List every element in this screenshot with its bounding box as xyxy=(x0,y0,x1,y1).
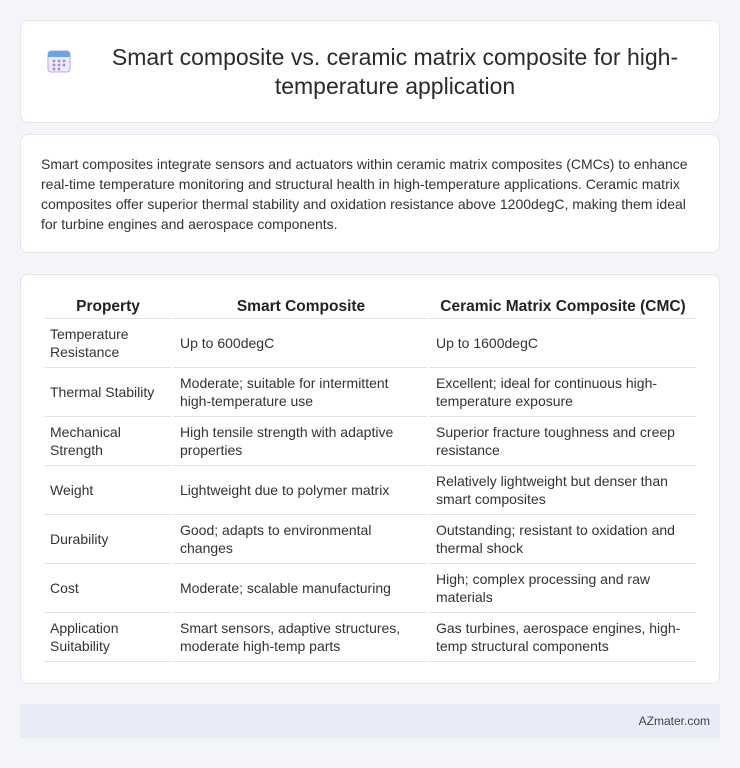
table-header-row xyxy=(44,295,696,319)
table-row xyxy=(44,417,696,466)
cmc-cell: Excellent; ideal for continuous high-temperature exposure xyxy=(430,368,696,417)
smart-composite-cell: Up to 600degC xyxy=(174,319,428,368)
property-cell: Mechanical Strength xyxy=(44,417,172,466)
property-cell: Application Suitability xyxy=(44,613,172,662)
cmc-cell: Relatively lightweight but denser than smart composites xyxy=(430,466,696,515)
property-cell: Cost xyxy=(44,564,172,613)
table-row xyxy=(44,564,696,613)
cmc-cell: Gas turbines, aerospace engines, high-temp structural components xyxy=(430,613,696,662)
table-row xyxy=(44,368,696,417)
cmc-cell: High; complex processing and raw materials xyxy=(430,564,696,613)
smart-composite-cell: Smart sensors, adaptive structures, moderate high-temp parts xyxy=(174,613,428,662)
header-property: Property xyxy=(44,295,172,319)
property-cell: Temperature Resistance xyxy=(44,319,172,368)
intro-card xyxy=(20,134,720,253)
smart-composite-cell: Moderate; scalable manufacturing xyxy=(174,564,428,613)
table-row xyxy=(44,613,696,662)
property-cell: Thermal Stability xyxy=(44,368,172,417)
header-cmc: Ceramic Matrix Composite (CMC) xyxy=(430,295,696,319)
cmc-cell: Up to 1600degC xyxy=(430,319,696,368)
smart-composite-cell: Good; adapts to environmental changes xyxy=(174,515,428,564)
table-row xyxy=(44,515,696,564)
property-cell: Durability xyxy=(44,515,172,564)
footer-bar xyxy=(20,704,720,738)
intro-paragraph: Smart composites integrate sensors and actuators within ceramic matrix composites (CMCs) to enhance real-time temperature monitoring and structural health in high-temperature applications. Ceramic matrix composites offer superior thermal stability and oxidation resistance above 1200degC, making them ideal for turbine engines and aerospace components. xyxy=(41,156,688,232)
page-title: Smart composite vs. ceramic matrix composite for high-temperature application xyxy=(111,43,679,99)
cmc-cell: Outstanding; resistant to oxidation and thermal shock xyxy=(430,515,696,564)
title-row xyxy=(21,21,719,122)
smart-composite-cell: Lightweight due to polymer matrix xyxy=(174,466,428,515)
footer-brand: AZmater.com xyxy=(638,714,710,728)
comparison-table xyxy=(42,295,698,662)
smart-composite-cell: High tensile strength with adaptive properties xyxy=(174,417,428,466)
comparison-card xyxy=(20,274,720,684)
title-card xyxy=(20,20,720,123)
table-row xyxy=(44,319,696,368)
smart-composite-cell: Moderate; suitable for intermittent high-temperature use xyxy=(174,368,428,417)
table-row xyxy=(44,466,696,515)
cmc-cell: Superior fracture toughness and creep resistance xyxy=(430,417,696,466)
property-cell: Weight xyxy=(44,466,172,515)
calendar-icon xyxy=(45,47,73,75)
header-smart-composite: Smart Composite xyxy=(174,295,428,319)
